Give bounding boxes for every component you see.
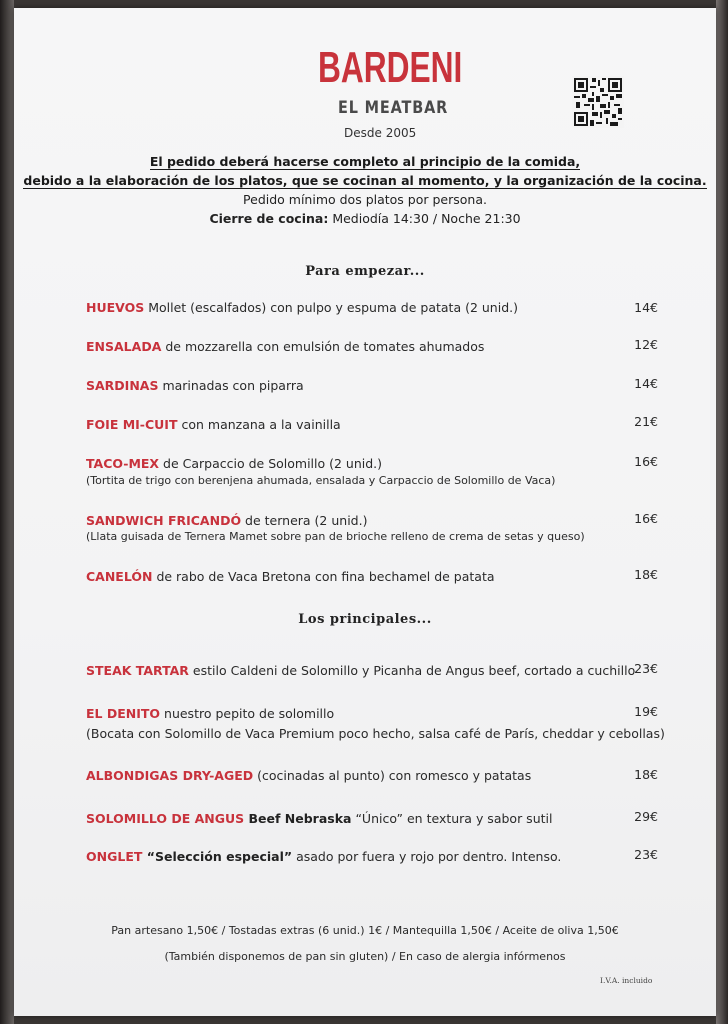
iva-note: I.V.A. incluido xyxy=(600,976,653,985)
item-bold-text: Beef Nebraska xyxy=(244,811,352,826)
notice-line-1: El pedido deberá hacerse completo al principio de la comida, xyxy=(149,154,581,169)
item-text: asado por fuera y rojo por dentro. Intenso. xyxy=(292,849,562,864)
item-description: (Bocata con Solomillo de Vaca Premium poco hecho, salsa café de París, cheddar y cebollas) xyxy=(86,726,665,741)
item-price: 16€ xyxy=(634,454,658,469)
item-text: marinadas con piparra xyxy=(158,378,304,393)
frame-left-edge xyxy=(0,0,14,1024)
item-name: ALBONDIGAS DRY-AGED xyxy=(86,768,254,783)
item-name: TACO-MEX xyxy=(86,456,160,471)
item-price: 18€ xyxy=(634,767,658,782)
item-text: de rabo de Vaca Bretona con fina bechamel de patata xyxy=(152,569,495,584)
item-text: nuestro pepito de solomillo xyxy=(160,706,335,721)
item-price: 14€ xyxy=(634,376,658,391)
item-text: (cocinadas al punto) con romesco y patatas xyxy=(253,768,532,783)
footer-note: (También disponemos de pan sin gluten) / En caso de alergia infórmenos xyxy=(164,950,566,963)
menu-item xyxy=(86,768,531,783)
item-price: 19€ xyxy=(634,704,658,719)
menu-item xyxy=(86,456,382,471)
item-price: 16€ xyxy=(634,511,658,526)
menu-item xyxy=(86,663,635,678)
kitchen-hours-label: Cierre de cocina: xyxy=(209,211,329,226)
item-text: de mozzarella con emulsión de tomates ahumados xyxy=(161,339,485,354)
section-title-mains: Los principales... xyxy=(298,612,432,627)
item-name: ENSALADA xyxy=(86,339,162,354)
item-text: estilo Caldeni de Solomillo y Picanha de Angus beef, cortado a cuchillo xyxy=(188,663,636,678)
item-name: SANDWICH FRICANDÓ xyxy=(86,513,242,528)
item-price: 23€ xyxy=(634,661,658,676)
item-price: 29€ xyxy=(634,809,658,824)
menu-sheet xyxy=(14,8,716,1016)
item-name: SOLOMILLO DE ANGUS xyxy=(86,811,245,826)
item-name: EL DENITO xyxy=(86,706,161,721)
menu-item xyxy=(86,706,334,721)
section-title-starters: Para empezar... xyxy=(305,264,425,279)
menu-item xyxy=(86,300,518,315)
item-price: 21€ xyxy=(634,414,658,429)
item-name: HUEVOS xyxy=(86,300,145,315)
item-text: Mollet (escalfados) con pulpo y espuma de patata (2 unid.) xyxy=(144,300,518,315)
menu-item xyxy=(86,378,304,393)
item-description: (Tortita de trigo con berenjena ahumada, ensalada y Carpaccio de Solomillo de Vaca) xyxy=(86,474,556,487)
item-price: 14€ xyxy=(634,300,658,315)
item-price: 18€ xyxy=(634,567,658,582)
item-text: “Único” en textura y sabor sutil xyxy=(351,811,553,826)
item-text: de Carpaccio de Solomillo (2 unid.) xyxy=(159,456,383,471)
menu-item xyxy=(86,339,484,354)
item-name: CANELÓN xyxy=(86,569,153,584)
brand-logo: BARDENI xyxy=(318,43,463,92)
brand-subtitle: EL MEATBAR xyxy=(338,98,449,118)
menu-item xyxy=(86,513,367,528)
notice-line-2: debido a la elaboración de los platos, que se cocinan al momento, y la organización de la cocina. xyxy=(23,173,707,188)
item-text: con manzana a la vainilla xyxy=(177,417,341,432)
kitchen-hours xyxy=(14,211,716,226)
footer-extras: Pan artesano 1,50€ / Tostadas extras (6 unid.) 1€ / Mantequilla 1,50€ / Aceite de oliva 1,50€ xyxy=(111,924,619,937)
item-name: ONGLET xyxy=(86,849,143,864)
notice-line-3: Pedido mínimo dos platos por persona. xyxy=(243,192,487,207)
menu-item xyxy=(86,849,561,864)
item-name: FOIE MI-CUIT xyxy=(86,417,178,432)
since-text: Desde 2005 xyxy=(344,126,417,140)
item-price: 23€ xyxy=(634,847,658,862)
item-text: de ternera (2 unid.) xyxy=(241,513,368,528)
menu-item xyxy=(86,569,495,584)
item-price: 12€ xyxy=(634,337,658,352)
qr-code-icon[interactable] xyxy=(572,76,624,128)
menu-item xyxy=(86,811,552,826)
frame-right-edge xyxy=(716,0,728,1024)
menu-item xyxy=(86,417,341,432)
item-name: STEAK TARTAR xyxy=(86,663,189,678)
item-name: SARDINAS xyxy=(86,378,159,393)
kitchen-hours-value: Mediodía 14:30 / Noche 21:30 xyxy=(332,211,521,226)
item-bold-text: “Selección especial” xyxy=(142,849,293,864)
item-description: (Llata guisada de Ternera Mamet sobre pan de brioche relleno de crema de setas y queso) xyxy=(86,530,585,543)
